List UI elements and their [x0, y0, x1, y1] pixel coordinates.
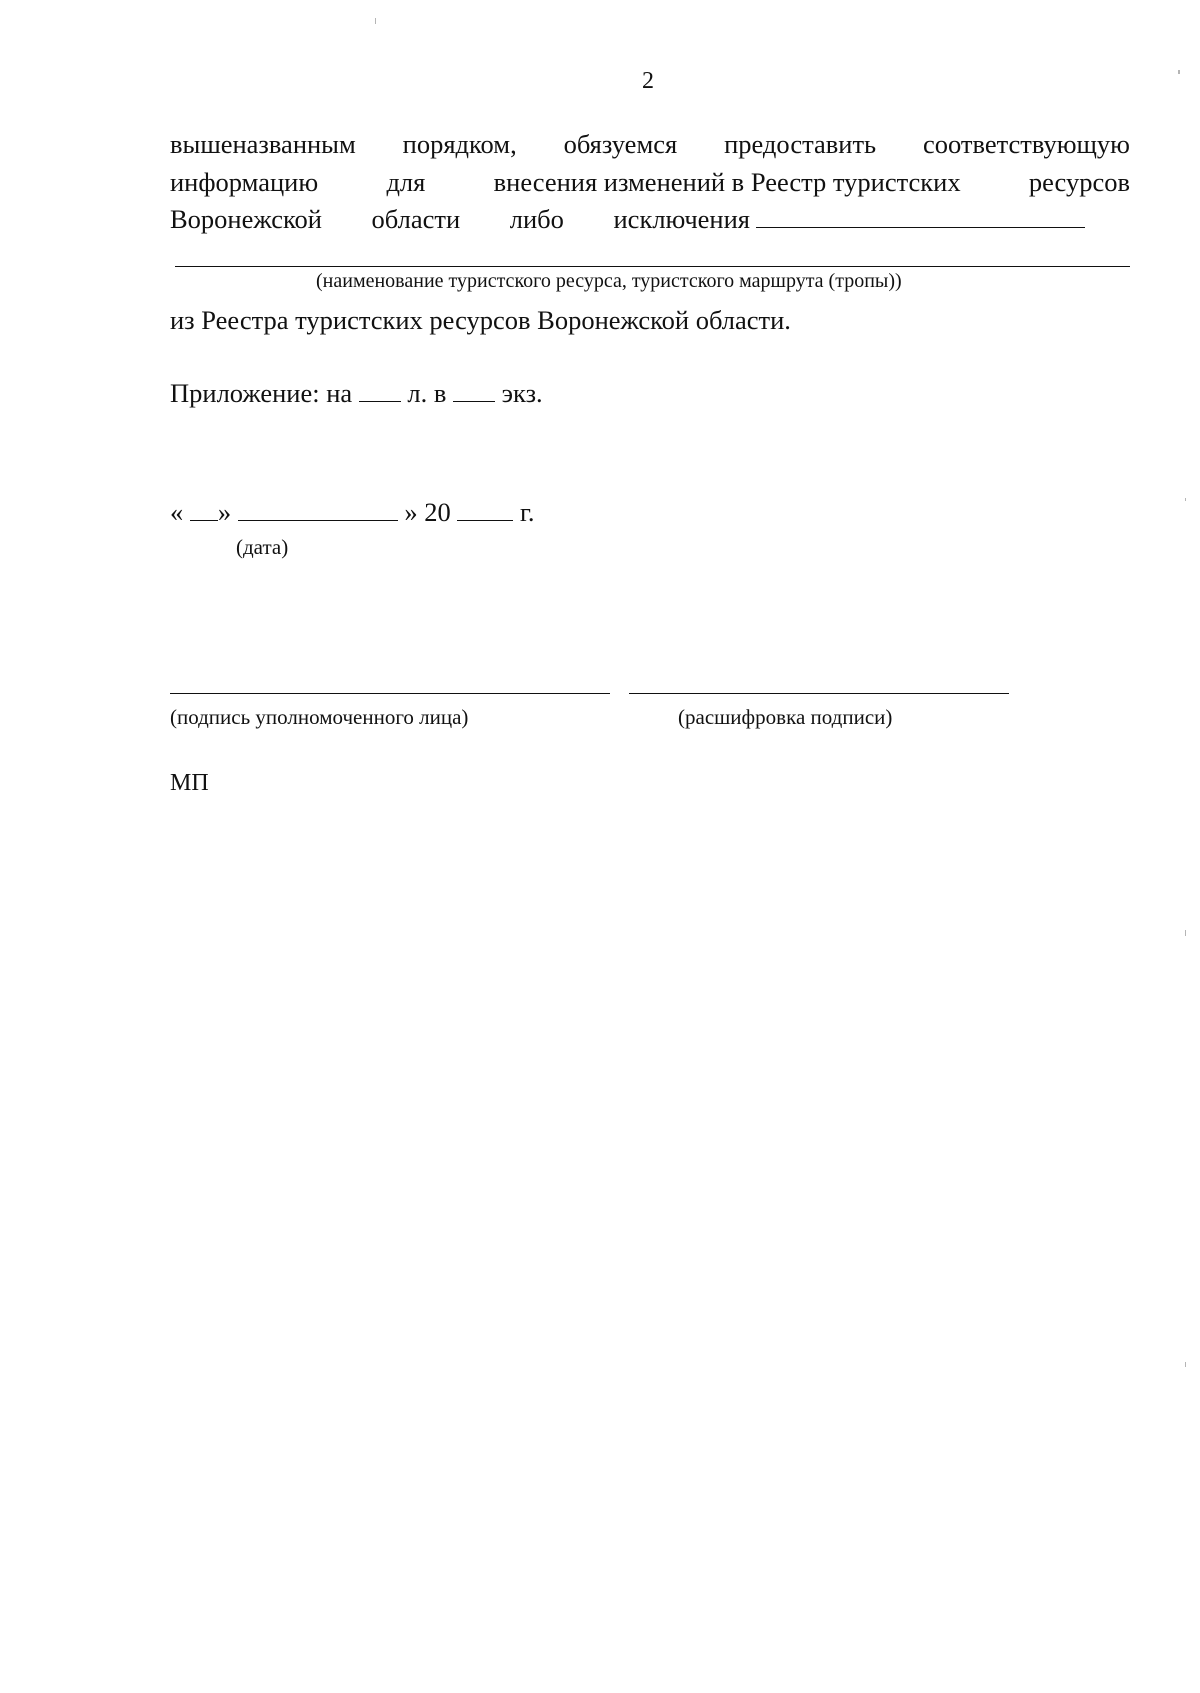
- open-quote: «: [170, 497, 184, 527]
- resource-name-caption: (наименование туристского ресурса, туристского маршрута (тропы)): [316, 270, 902, 292]
- appendix-line: [170, 378, 543, 409]
- word: соответствующую: [923, 129, 1130, 159]
- word: порядком,: [402, 129, 517, 159]
- paragraph-line-2: [170, 165, 1130, 199]
- scan-speck: [1185, 498, 1186, 501]
- sheets-unit: л. в: [407, 378, 447, 408]
- word: вышеназванным: [170, 129, 356, 159]
- word: предоставить: [724, 129, 877, 159]
- signature-blank[interactable]: [170, 693, 610, 694]
- close-quote: »: [217, 497, 232, 527]
- paragraph-line-4: из Реестра туристских ресурсов Воронежской области.: [170, 305, 791, 335]
- date-line: [170, 497, 535, 528]
- appendix-label: Приложение: на: [170, 378, 353, 408]
- signature-decoding-caption: (расшифровка подписи): [678, 705, 893, 729]
- word: внесения изменений в Реестр туристских: [493, 167, 961, 197]
- paragraph-line-1: [170, 127, 1130, 161]
- seal-placeholder: МП: [170, 770, 209, 796]
- scan-speck: [1185, 1362, 1186, 1367]
- year-suffix: г.: [520, 497, 535, 527]
- scan-speck: [375, 18, 376, 24]
- scan-speck: [1178, 70, 1180, 74]
- resource-name-blank-line[interactable]: [175, 266, 1130, 267]
- copies-unit: экз.: [501, 378, 543, 408]
- line-3-words: [170, 202, 750, 236]
- signature-decoding-blank[interactable]: [629, 693, 1009, 694]
- resource-name-blank-inline[interactable]: [756, 201, 1085, 228]
- day-blank[interactable]: [190, 498, 218, 521]
- word: области: [371, 204, 461, 234]
- date-caption: (дата): [236, 535, 289, 559]
- signature-caption: (подпись уполномоченного лица): [170, 705, 469, 729]
- word: ресурсов: [1028, 167, 1130, 197]
- word: для: [386, 167, 426, 197]
- word: информацию: [170, 167, 319, 197]
- paragraph-line-3: [170, 201, 1085, 236]
- word: обязуемся: [563, 129, 678, 159]
- copies-count-blank[interactable]: [453, 379, 495, 402]
- scan-speck: [1185, 930, 1186, 936]
- word: либо: [509, 204, 564, 234]
- sheets-count-blank[interactable]: [359, 379, 401, 402]
- month-blank[interactable]: [238, 498, 398, 521]
- word: Воронежской: [170, 204, 322, 234]
- year-blank[interactable]: [457, 498, 513, 521]
- page-number: 2: [642, 68, 654, 94]
- word: исключения: [613, 204, 750, 234]
- year-prefix: » 20: [404, 497, 451, 527]
